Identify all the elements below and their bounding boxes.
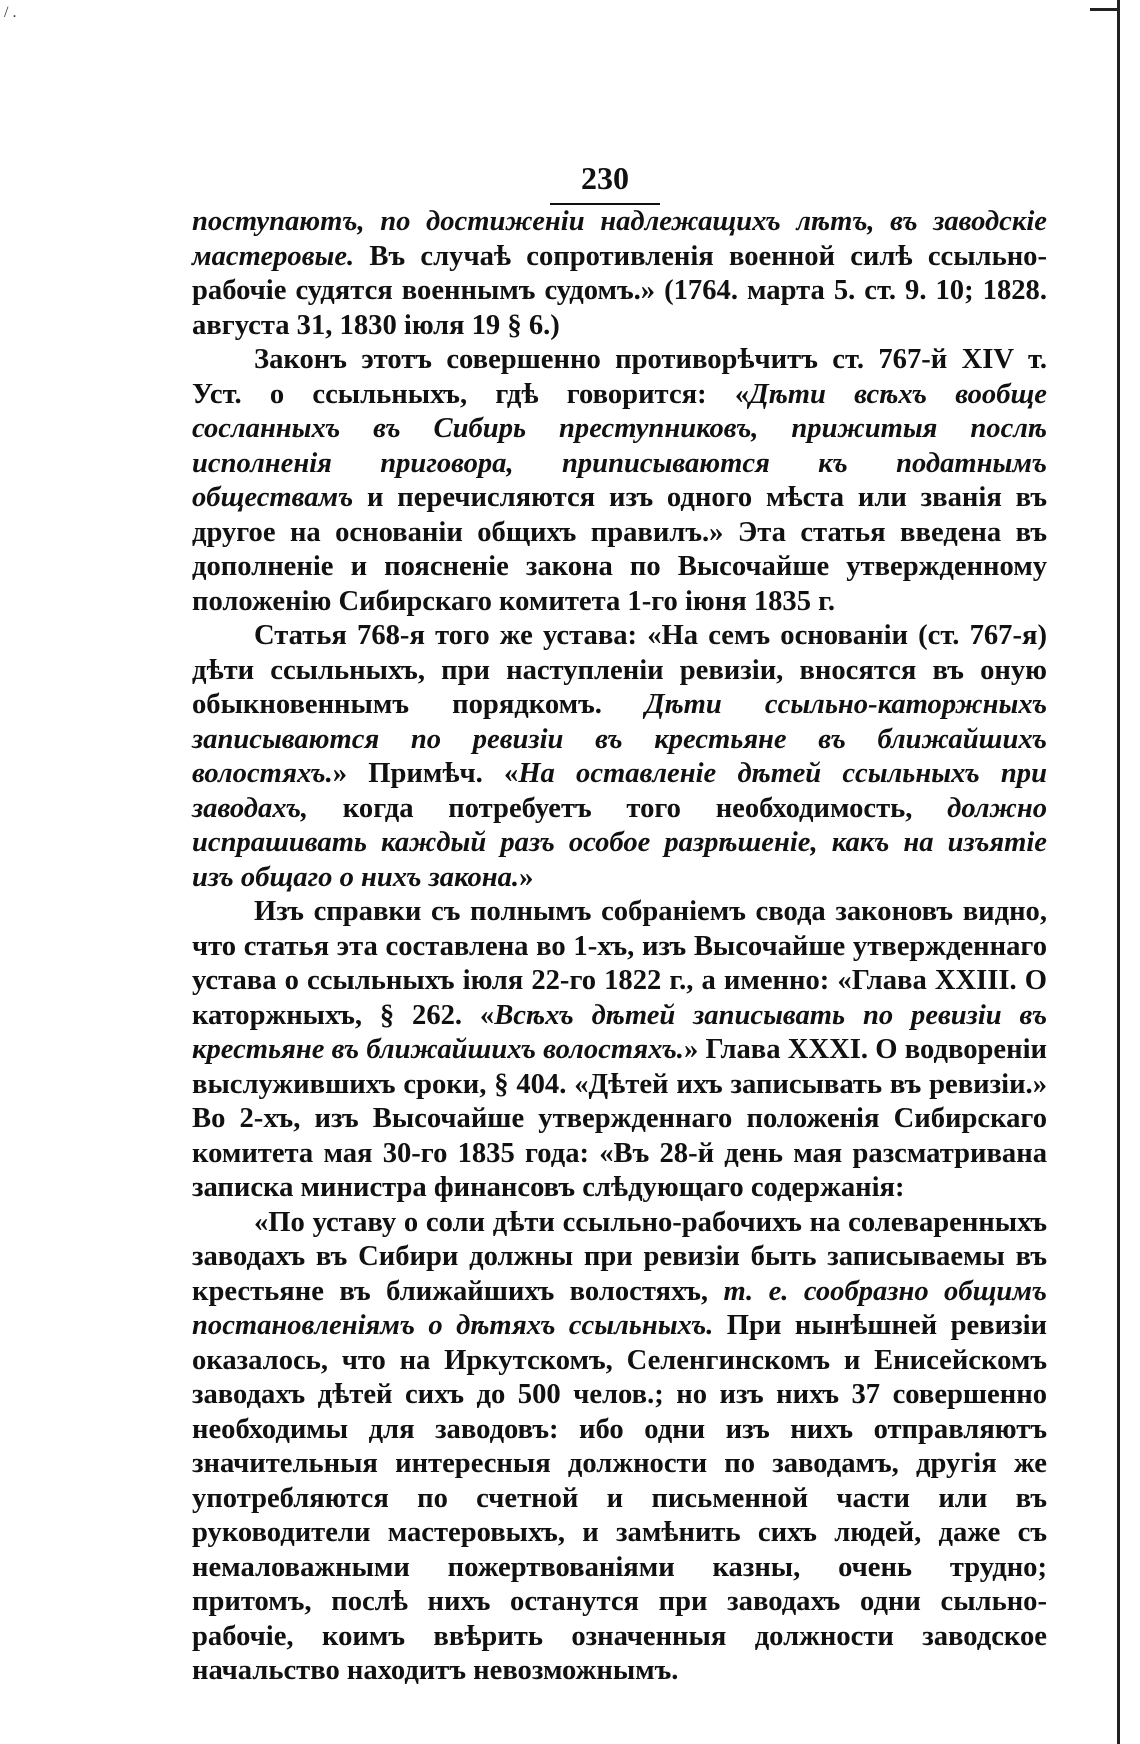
paragraph-1-segment: поступаютъ, по достиженіи надлежащихъ лѣтъ, въ заводскіе мастеровые.	[192, 206, 1047, 272]
paragraph-3-segment: Дѣти ссыльно-каторжныхъ записываются по ревизіи въ крестьяне въ ближайшихъ волостяхъ.	[192, 689, 1048, 789]
paragraph-4	[192, 895, 1047, 1206]
paragraph-1-segment: Въ случаѣ сопротивленія военной силѣ ссыльно-рабочіе судятся военнымъ судомъ.» (1764. марта 5. ст. 9. 10; 1828. августа 31, 1830 іюля 19 § 6.)	[192, 240, 1047, 341]
paragraph-3-segment: Статья 768-я того же устава: «На семъ основаніи (ст. 767-я) дѣти ссыльныхъ, при наступленіи ревизіи, вносятся въ оную обыкновеннымъ порядкомъ.	[192, 620, 1047, 720]
scan-mark: / .	[4, 4, 17, 21]
paragraph-5-segment: «По уставу о соли дѣти ссыльно-рабочихъ на солеваренныхъ заводахъ въ Сибири должны при ревизіи быть записываемы въ крестьяне въ ближайшихъ волостяхъ,	[192, 1206, 1047, 1307]
paragraph-3-segment: На оставленіе дѣтей ссыльныхъ при заводахъ,	[192, 758, 1048, 824]
paragraph-4-segment: Всѣхъ дѣтей записывать по ревизіи въ крестьяне въ ближайшихъ волостяхъ.	[192, 999, 1048, 1065]
paragraph-2-segment: Дѣти всѣхъ вообще сосланныхъ въ Сибирь преступниковъ, прижитыя послѣ исполненія приговора, приписываются къ податнымъ обществамъ	[192, 378, 1047, 513]
paragraph-5-segment: При нынѣшней ревизіи оказалось, что на Иркутскомъ, Селенгинскомъ и Енисейскомъ заводахъ дѣтей сихъ до 500 челов.; но изъ нихъ 37 совершенно необходимы для заводовъ: ибо одни изъ нихъ отправляютъ значительныя интересныя должности по заводамъ, другія же употребляются по счетной и письменной части или въ руководители мастеровыхъ, и замѣнить сихъ людей, даже съ немаловажными пожертвованіями казны, очень трудно; притомъ, послѣ нихъ останутся при заводахъ одни сыльно-рабочіе, коимъ ввѣрить означенныя должности заводское начальство находитъ невозможнымъ.	[192, 1310, 1047, 1686]
paragraph-3-segment: » Примѣч. «	[332, 758, 519, 789]
paragraph-3-segment: »	[519, 861, 534, 893]
paragraph-4-segment: Изъ справки съ полнымъ собраніемъ свода законовъ видно, что статья эта составлена во 1-хъ, изъ Высочайше утвержденнаго устава о ссыльныхъ іюля 22-го 1822 г., а именно: «Глава XXIII. О каторжныхъ, § 262. «	[192, 896, 1047, 1031]
paragraph-3-segment: должно испрашивать каждый разъ особое разрѣшеніе, какъ на изъятіе изъ общаго о нихъ закона.	[192, 792, 1047, 893]
page-number: 230	[550, 160, 660, 205]
text-block	[192, 205, 1047, 1689]
paragraph-3	[192, 619, 1047, 895]
paragraph-2	[192, 343, 1047, 619]
paragraph-2-segment: Законъ этотъ совершенно противорѣчитъ ст. 767-й XIV т. Уст. о ссыльныхъ, гдѣ говорится: «	[192, 344, 1047, 410]
paragraph-5	[192, 1206, 1047, 1689]
paragraph-4-segment: » Глава XXXI. О водвореніи выслужившихъ сроки, § 404. «Дѣтей ихъ записывать въ ревизіи.» Во 2-хъ, изъ Высочайше утвержденнаго положенія Сибирскаго комитета мая 30-го 1835 года: «Въ 28-й день мая разсматривана записка министра финансовъ слѣдующаго содержанія:	[192, 1034, 1047, 1203]
paragraph-1	[192, 205, 1047, 343]
scan-edge-top	[1090, 8, 1120, 11]
paragraph-3-segment: когда потребуетъ того необходимость,	[308, 792, 948, 824]
scan-edge-right	[1117, 0, 1120, 1744]
paragraph-5-segment: т. е. сообразно общимъ постановленіямъ о дѣтяхъ ссыльныхъ.	[192, 1275, 1047, 1341]
paragraph-2-segment: и перечисляются изъ одного мѣста или званія въ другое на основаніи общихъ правилъ.» Эта статья введена въ дополненіе и поясненіе закона по Высочайше утвержденному положенію Сибирскаго комитета 1-го іюня 1835 г.	[192, 482, 1047, 617]
